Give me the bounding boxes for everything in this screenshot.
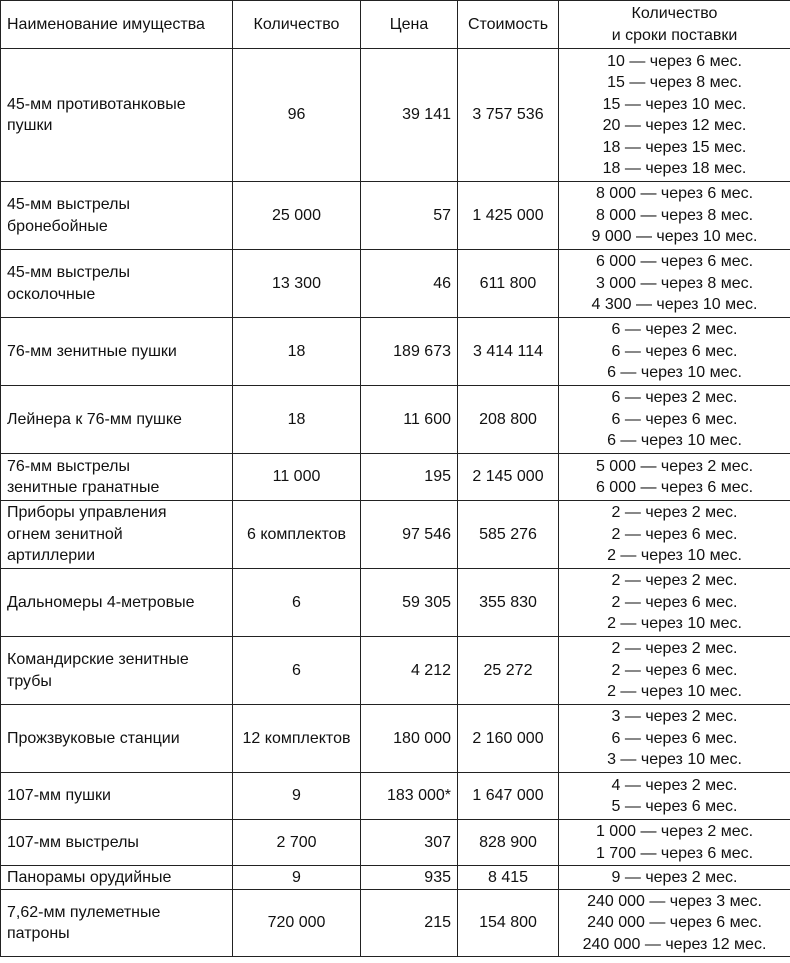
table-row [1,501,790,569]
cell-delivery-line: 2 — через 2 мес. [611,572,738,590]
header-row [1,1,790,49]
cell-quantity [233,250,361,318]
cell-delivery-line: 5 — через 6 мес. [611,798,738,815]
cell-cost: 2 145 000 [458,454,559,501]
cell-quantity-line: 6 комплектов [246,525,347,543]
cell-delivery [559,637,790,705]
cell-delivery-line: 9 — через 2 мес. [611,868,738,886]
cell-delivery-line: 1 000 — через 2 мес. [595,823,754,840]
cell-delivery [559,318,790,386]
cell-quantity-line: 9 [292,787,301,805]
header-delivery-line: Количество [631,5,718,22]
cell-name-line: Лейнера к 76-мм пушке [7,410,182,428]
cell-quantity [233,318,361,386]
cell-delivery-line: 18 — через 18 мес. [602,160,747,177]
cell-price: 189 673 [361,318,458,386]
cell-name-line: 45-мм противотанковые [7,95,186,113]
cell-price: 935 [361,866,458,890]
table-row [1,705,790,773]
cell-name [1,318,233,386]
table-row [1,49,790,182]
cell-quantity-line: 12 комплектов [242,729,351,747]
cell-delivery-line: 3 000 — через 8 мес. [595,274,754,292]
cell-name [1,250,233,318]
header-delivery-line: и сроки поставки [611,26,738,44]
table-row [1,182,790,250]
cell-name [1,637,233,705]
cell-quantity-line: 25 000 [272,206,321,224]
cell-delivery-line: 6 000 — через 6 мес. [595,479,754,496]
cell-quantity-line: 2 700 [276,833,317,851]
cell-cost: 208 800 [458,386,559,454]
cell-price: 97 546 [361,501,458,569]
cell-delivery-line: 6 — через 2 мес. [611,321,738,339]
cell-quantity [233,49,361,182]
cell-cost: 828 900 [458,820,559,866]
cell-delivery [559,705,790,773]
cell-delivery [559,866,790,890]
cell-delivery-line: 240 000 — через 3 мес. [587,892,762,910]
cell-delivery-line: 15 — через 10 мес. [602,95,747,113]
cell-delivery [559,386,790,454]
cell-name [1,454,233,501]
cell-delivery [559,890,790,957]
cell-delivery-line: 20 — через 12 мес. [602,117,747,134]
cell-name-line: огнем зенитной [7,525,123,543]
cell-delivery-line: 6 — через 2 мес. [611,389,738,407]
cell-cost: 1 647 000 [458,773,559,820]
cell-cost: 2 160 000 [458,705,559,773]
header-cost: Стоимость [458,1,559,49]
cell-name [1,49,233,182]
cell-name-line: зенитные гранатные [7,479,160,496]
cell-quantity-line: 13 300 [272,274,321,292]
cell-delivery-line: 2 — через 10 мес. [607,547,742,565]
cell-quantity-line: 6 [292,593,301,611]
cell-price: 180 000 [361,705,458,773]
cell-name-line: Командирские зенитные [7,651,189,668]
cell-delivery [559,182,790,250]
cell-name-line: осколочные [7,285,96,303]
cell-delivery [559,569,790,637]
header-name: Наименование имущества [1,1,233,49]
table-row [1,454,790,501]
cell-name [1,182,233,250]
cell-name-line: 45-мм выстрелы [7,196,130,213]
cell-price: 59 305 [361,569,458,637]
cell-name-line: 107-мм выстрелы [7,833,139,851]
cell-cost: 154 800 [458,890,559,957]
cell-delivery-line: 3 — через 10 мес. [607,751,742,769]
table-body [1,49,790,957]
cell-name-line: Приборы управления [7,504,167,522]
table-row [1,569,790,637]
cell-quantity-line: 18 [287,410,306,428]
cell-name-line: Дальномеры 4-метровые [7,593,195,611]
cell-price: 215 [361,890,458,957]
cell-delivery-line: 6 — через 6 мес. [611,410,738,428]
cell-delivery-line: 240 000 — через 6 мес. [587,914,762,932]
cell-name [1,866,233,890]
cell-delivery-line: 15 — через 8 мес. [607,74,742,91]
cell-name-line: Панорамы орудийные [7,868,172,886]
cell-cost: 3 757 536 [458,49,559,182]
cell-quantity [233,773,361,820]
cell-cost: 25 272 [458,637,559,705]
cell-delivery-line: 2 — через 2 мес. [611,640,738,658]
cell-delivery-line: 6 — через 10 мес. [607,432,742,450]
cell-quantity [233,386,361,454]
cell-delivery-line: 2 — через 6 мес. [611,525,738,543]
cell-quantity-line: 9 [292,868,301,886]
cell-delivery [559,820,790,866]
cell-name-line: Прожзвуковые станции [7,729,180,747]
cell-delivery-line: 1 700 — через 6 мес. [595,844,754,862]
cell-quantity [233,501,361,569]
cell-delivery-line: 9 000 — через 10 мес. [591,228,758,246]
cell-delivery [559,501,790,569]
cell-quantity-line: 18 [287,342,306,360]
cell-name [1,386,233,454]
cell-quantity-line: 6 [292,661,301,679]
table-row [1,773,790,820]
cell-quantity [233,569,361,637]
cell-delivery-line: 8 000 — через 6 мес. [595,185,754,203]
table-row [1,820,790,866]
cell-quantity-line: 96 [287,106,306,124]
cell-delivery-line: 8 000 — через 8 мес. [595,206,754,224]
cell-name-line: патроны [7,925,70,942]
cell-name-line: бронебойные [7,217,108,235]
cell-name [1,773,233,820]
cell-price: 39 141 [361,49,458,182]
cell-name-line: 107-мм пушки [7,787,111,805]
cell-quantity [233,820,361,866]
cell-cost: 3 414 114 [458,318,559,386]
header-delivery [559,1,790,49]
table-row [1,250,790,318]
table-row [1,637,790,705]
cell-quantity-line: 720 000 [267,914,326,932]
cell-delivery-line: 4 300 — через 10 мес. [591,296,758,314]
cell-price: 195 [361,454,458,501]
cell-price: 183 000* [361,773,458,820]
cell-delivery-line: 2 — через 6 мес. [611,661,738,679]
cell-delivery-line: 2 — через 6 мес. [611,593,738,611]
cell-name-line: трубы [7,672,52,690]
cell-delivery-line: 6 — через 6 мес. [611,342,738,360]
cell-delivery-line: 18 — через 15 мес. [602,138,747,156]
cell-cost: 611 800 [458,250,559,318]
cell-quantity [233,705,361,773]
cell-quantity [233,637,361,705]
cell-quantity [233,454,361,501]
cell-quantity [233,182,361,250]
cell-price: 11 600 [361,386,458,454]
cell-delivery [559,250,790,318]
cell-cost: 585 276 [458,501,559,569]
table-row [1,386,790,454]
table-row [1,318,790,386]
cell-name-line: 45-мм выстрелы [7,264,130,281]
cell-delivery [559,454,790,501]
cell-name [1,705,233,773]
cell-quantity [233,890,361,957]
cell-price: 46 [361,250,458,318]
table-row [1,890,790,957]
cell-price: 307 [361,820,458,866]
cell-delivery-line: 2 — через 2 мес. [611,504,738,522]
cell-price: 57 [361,182,458,250]
cell-name [1,501,233,569]
cell-name-line: артиллерии [7,547,96,565]
cell-name-line: 76-мм зенитные пушки [7,342,177,360]
cell-delivery-line: 6 000 — через 6 мес. [595,253,754,271]
table-row [1,866,790,890]
cell-delivery-line: 5 000 — через 2 мес. [595,457,754,475]
header-price: Цена [361,1,458,49]
cell-delivery-line: 6 — через 10 мес. [607,364,742,382]
cell-name-line: 7,62-мм пулеметные [7,903,161,921]
cell-quantity-line: 11 000 [272,468,321,486]
cell-cost: 1 425 000 [458,182,559,250]
header-quantity: Количество [233,1,361,49]
cell-price: 4 212 [361,637,458,705]
cell-delivery [559,49,790,182]
cell-delivery-line: 4 — через 2 мес. [611,776,738,794]
cell-cost: 355 830 [458,569,559,637]
cell-delivery-line: 240 000 — через 12 мес. [582,935,767,953]
cell-delivery [559,773,790,820]
cell-delivery-line: 2 — через 10 мес. [607,615,742,633]
cell-delivery-line: 2 — через 10 мес. [607,683,742,701]
cell-name-line: 76-мм выстрелы [7,457,130,475]
cell-cost: 8 415 [458,866,559,890]
cell-name [1,569,233,637]
cell-quantity [233,866,361,890]
cell-name [1,890,233,957]
cell-delivery-line: 10 — через 6 мес. [607,52,742,70]
cell-delivery-line: 6 — через 6 мес. [611,729,738,747]
cell-name-line: пушки [7,117,53,134]
cell-delivery-line: 3 — через 2 мес. [611,708,738,726]
cell-name [1,820,233,866]
